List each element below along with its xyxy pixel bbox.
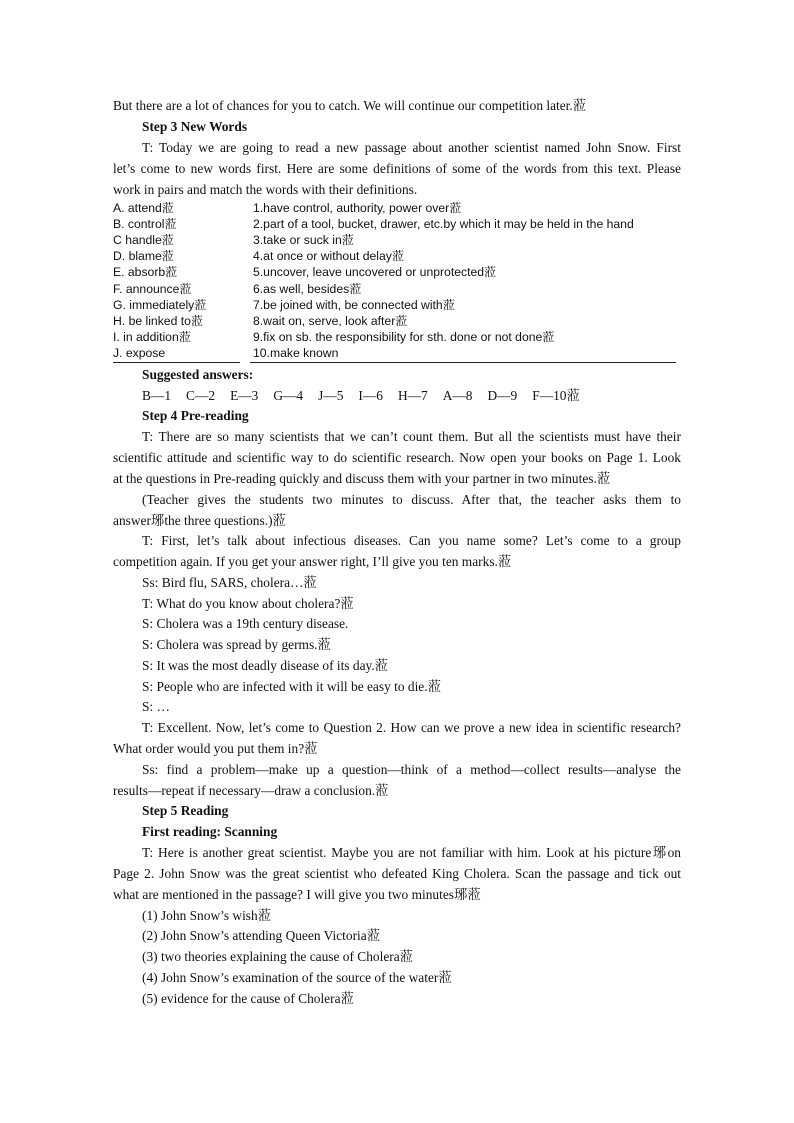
step5-line: T: Here is another great scientist. Maybe you are not familiar with him. Look at his picture琊on <box>142 845 681 860</box>
definition-cell: 5.uncover, leave uncovered or unprotected蒞 <box>253 265 497 279</box>
dialogue-line: S: Cholera was spread by germs.蒞 <box>142 637 331 652</box>
table-bottom-rule <box>113 362 240 363</box>
answer-item: H—7 <box>397 388 428 403</box>
answer-item: D—9 <box>487 388 518 403</box>
step4-line: T: Excellent. Now, let’s come to Question 2. How can we prove a new idea in scientific research? <box>142 720 681 735</box>
answer-item: J—5 <box>318 388 344 403</box>
dialogue-line: S: … <box>142 699 170 714</box>
dialogue-line: T: What do you know about cholera?蒞 <box>142 596 354 611</box>
word-cell: A. attend蒞 <box>113 201 174 215</box>
dialogue-line: S: Cholera was a 19th century disease. <box>142 616 349 631</box>
answer-item: C—2 <box>186 388 216 403</box>
definition-cell: 7.be joined with, be connected with蒞 <box>253 298 455 312</box>
definition-cell: 2.part of a tool, bucket, drawer, etc.by which it may be held in the hand <box>253 217 634 231</box>
definition-cell: 9.fix on sb. the responsibility for sth. done or not done蒞 <box>253 330 555 344</box>
word-cell: D. blame蒞 <box>113 249 174 263</box>
word-cell: B. control蒞 <box>113 217 177 231</box>
step3-para-line: work in pairs and match the words with their definitions. <box>113 182 418 197</box>
step3-para-line: let’s come to new words first. Here are some definitions of some of the words from this text. Please <box>113 161 681 176</box>
step4-line: (Teacher gives the students two minutes to discuss. After that, the teacher asks them to <box>142 492 681 507</box>
dialogue-line: Ss: Bird flu, SARS, cholera…蒞 <box>142 575 317 590</box>
word-cell: C handle蒞 <box>113 233 174 247</box>
list-item: (3) two theories explaining the cause of Cholera蒞 <box>142 949 414 964</box>
list-item: (1) John Snow’s wish蒞 <box>142 908 272 923</box>
definition-cell: 6.as well, besides蒞 <box>253 282 362 296</box>
step4-line: at the questions in Pre-reading quickly and discuss them with your partner in two minutes.蒞 <box>113 471 611 486</box>
step4-line: scientific attitude and scientific way to do scientific research. Now open your books on Page 1. Look <box>113 450 681 465</box>
answer-item: G—4 <box>273 388 304 403</box>
step4-line: T: There are so many scientists that we can’t count them. But all the scientists must have their <box>142 429 681 444</box>
step4-line: answer琊the three questions.)蒞 <box>113 513 286 528</box>
step3-para-line: T: Today we are going to read a new passage about another scientist named John Snow. First <box>142 140 681 155</box>
step4-line: What order would you put them in?蒞 <box>113 741 318 756</box>
word-cell: F. announce蒞 <box>113 282 192 296</box>
answers-line <box>142 387 595 405</box>
answer-item: I—6 <box>358 388 383 403</box>
word-cell: G. immediately蒞 <box>113 298 207 312</box>
answer-item: E—3 <box>230 388 259 403</box>
definition-cell: 3.take or suck in蒞 <box>253 233 354 247</box>
word-cell: E. absorb蒞 <box>113 265 178 279</box>
step4-line: Ss: find a problem—make up a question—think of a method—collect results—analyse the <box>142 762 681 777</box>
step5-subheading: First reading: Scanning <box>142 824 278 839</box>
answer-item: B—1 <box>142 388 172 403</box>
step4-line: results—repeat if necessary—draw a conclusion.蒞 <box>113 783 389 798</box>
step4-heading: Step 4 Pre-reading <box>142 408 249 423</box>
answers-heading: Suggested answers: <box>142 367 254 382</box>
list-item: (2) John Snow’s attending Queen Victoria蒞 <box>142 928 381 943</box>
intro-line: But there are a lot of chances for you to catch. We will continue our competition later.蒞 <box>113 98 587 113</box>
step3-heading: Step 3 New Words <box>142 119 248 134</box>
step4-line: T: First, let’s talk about infectious diseases. Can you name some? Let’s come to a group <box>142 533 681 548</box>
list-item: (5) evidence for the cause of Cholera蒞 <box>142 991 354 1006</box>
step5-line: what are mentioned in the passage? I will give you two minutes琊蒞 <box>113 887 481 902</box>
step5-heading: Step 5 Reading <box>142 803 229 818</box>
answer-item: F—10蒞 <box>532 388 580 403</box>
dialogue-line: S: People who are infected with it will be easy to die.蒞 <box>142 679 441 694</box>
word-cell: J. expose <box>113 346 166 360</box>
list-item: (4) John Snow’s examination of the source of the water蒞 <box>142 970 452 985</box>
table-bottom-rule <box>250 362 676 363</box>
answer-item: A—8 <box>442 388 473 403</box>
definition-cell: 1.have control, authority, power over蒞 <box>253 201 462 215</box>
step4-line: competition again. If you get your answer right, I’ll give you ten marks.蒞 <box>113 554 512 569</box>
word-cell: H. be linked to蒞 <box>113 314 204 328</box>
word-cell: I. in addition蒞 <box>113 330 191 344</box>
definition-cell: 4.at once or without delay蒞 <box>253 249 405 263</box>
step5-line: Page 2. John Snow was the great scientist who defeated King Cholera. Scan the passage and tick out <box>113 866 681 881</box>
definition-cell: 10.make known <box>253 346 339 360</box>
definition-cell: 8.wait on, serve, look after蒞 <box>253 314 408 328</box>
dialogue-line: S: It was the most deadly disease of its day.蒞 <box>142 658 389 673</box>
